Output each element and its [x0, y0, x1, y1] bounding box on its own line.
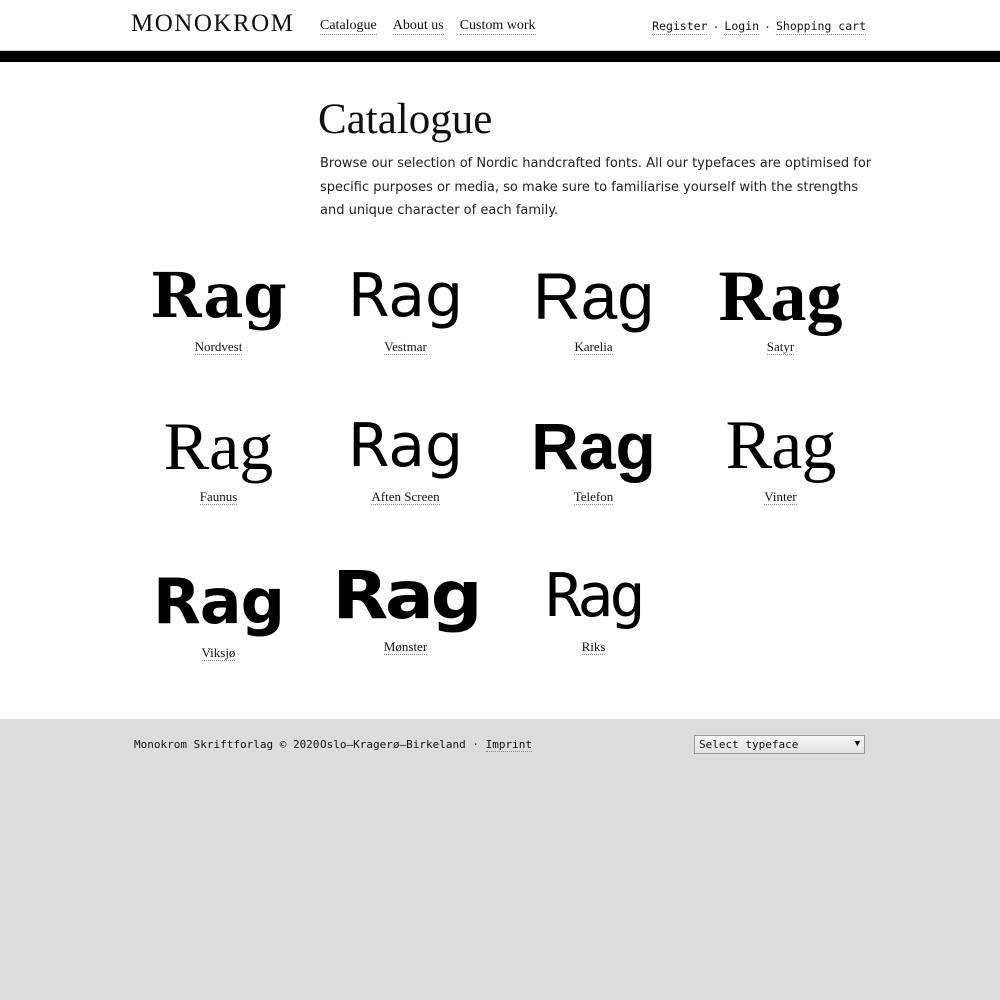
- user-nav: [652, 18, 866, 35]
- typeface-card-nordvest[interactable]: [125, 257, 312, 355]
- typeface-name-link[interactable]: Aften Screen: [371, 489, 440, 504]
- typeface-card-monster[interactable]: [312, 557, 499, 655]
- typeface-specimen[interactable]: Rag: [153, 565, 284, 638]
- typeface-name-link[interactable]: Satyr: [766, 339, 795, 354]
- login-link[interactable]: Login: [724, 19, 760, 33]
- header-divider: [0, 51, 1000, 62]
- site-header: [0, 0, 1000, 50]
- typeface-name-link[interactable]: Mønster: [383, 639, 428, 654]
- nav-about-us[interactable]: About us: [392, 18, 444, 33]
- typeface-specimen-text[interactable]: Rag: [332, 557, 479, 634]
- typeface-card-riks[interactable]: [500, 557, 687, 655]
- typeface-grid: [125, 257, 875, 677]
- shopping-cart-link[interactable]: Shopping cart: [775, 19, 866, 33]
- separator: ·: [472, 738, 479, 751]
- typeface-specimen[interactable]: Rag: [347, 261, 464, 331]
- nav-custom-work[interactable]: Custom work: [459, 18, 536, 33]
- locations-text: Oslo—Kragerø—Birkeland: [320, 738, 466, 751]
- typeface-select[interactable]: [694, 735, 865, 754]
- typeface-name-link[interactable]: Faunus: [199, 489, 238, 504]
- typeface-name-link[interactable]: Vinter: [764, 489, 797, 504]
- site-footer: [0, 719, 1000, 1000]
- copyright-text: Monokrom Skriftforlag © 2020: [134, 738, 320, 751]
- typeface-card-aften-screen[interactable]: [312, 407, 499, 505]
- register-link[interactable]: Register: [652, 19, 708, 33]
- separator: ·: [764, 19, 771, 34]
- typeface-specimen[interactable]: Rag: [545, 561, 642, 631]
- typeface-specimen[interactable]: Rag: [163, 408, 274, 484]
- page-title: Catalogue: [318, 96, 493, 143]
- typeface-name-link[interactable]: Vestmar: [384, 339, 427, 354]
- typeface-specimen[interactable]: Rag: [150, 259, 287, 332]
- typeface-specimen[interactable]: Rag: [532, 259, 655, 333]
- typeface-specimen[interactable]: Rag: [347, 411, 464, 481]
- typeface-name-link[interactable]: Viksjø: [201, 645, 236, 660]
- typeface-specimen[interactable]: [312, 557, 499, 635]
- typeface-card-telefon[interactable]: [500, 407, 687, 505]
- imprint-link[interactable]: Imprint: [485, 738, 532, 751]
- typeface-name-link[interactable]: Nordvest: [194, 339, 243, 354]
- typeface-card-karelia[interactable]: [500, 257, 687, 355]
- main-nav: [320, 17, 536, 35]
- separator: ·: [712, 19, 720, 34]
- footer-locations: [320, 738, 532, 751]
- dropdown-arrow-icon: ▼: [854, 739, 860, 749]
- typeface-specimen[interactable]: Rag: [725, 407, 836, 484]
- typeface-select-value: Select typeface: [699, 738, 799, 751]
- typeface-card-vinter[interactable]: [687, 407, 874, 505]
- typeface-card-viksjo[interactable]: [125, 563, 312, 661]
- intro-paragraph: Browse our selection of Nordic handcrafted fonts. All our typefaces are optimised for specific purposes or media, so make sure to familiarise yourself with the strengths and unique character of each family.: [320, 156, 872, 218]
- main-content: [0, 62, 1000, 719]
- typeface-name-link[interactable]: Telefon: [573, 489, 614, 504]
- nav-catalogue[interactable]: Catalogue: [320, 18, 377, 33]
- typeface-card-faunus[interactable]: [125, 407, 312, 505]
- typeface-card-satyr[interactable]: [687, 257, 874, 355]
- typeface-name-link[interactable]: Karelia: [574, 339, 613, 354]
- typeface-specimen[interactable]: Rag: [718, 256, 843, 336]
- typeface-card-vestmar[interactable]: [312, 257, 499, 355]
- site-logo[interactable]: MONOKROM: [131, 10, 295, 37]
- typeface-name-link[interactable]: Riks: [581, 639, 606, 654]
- typeface-specimen[interactable]: Rag: [531, 409, 656, 483]
